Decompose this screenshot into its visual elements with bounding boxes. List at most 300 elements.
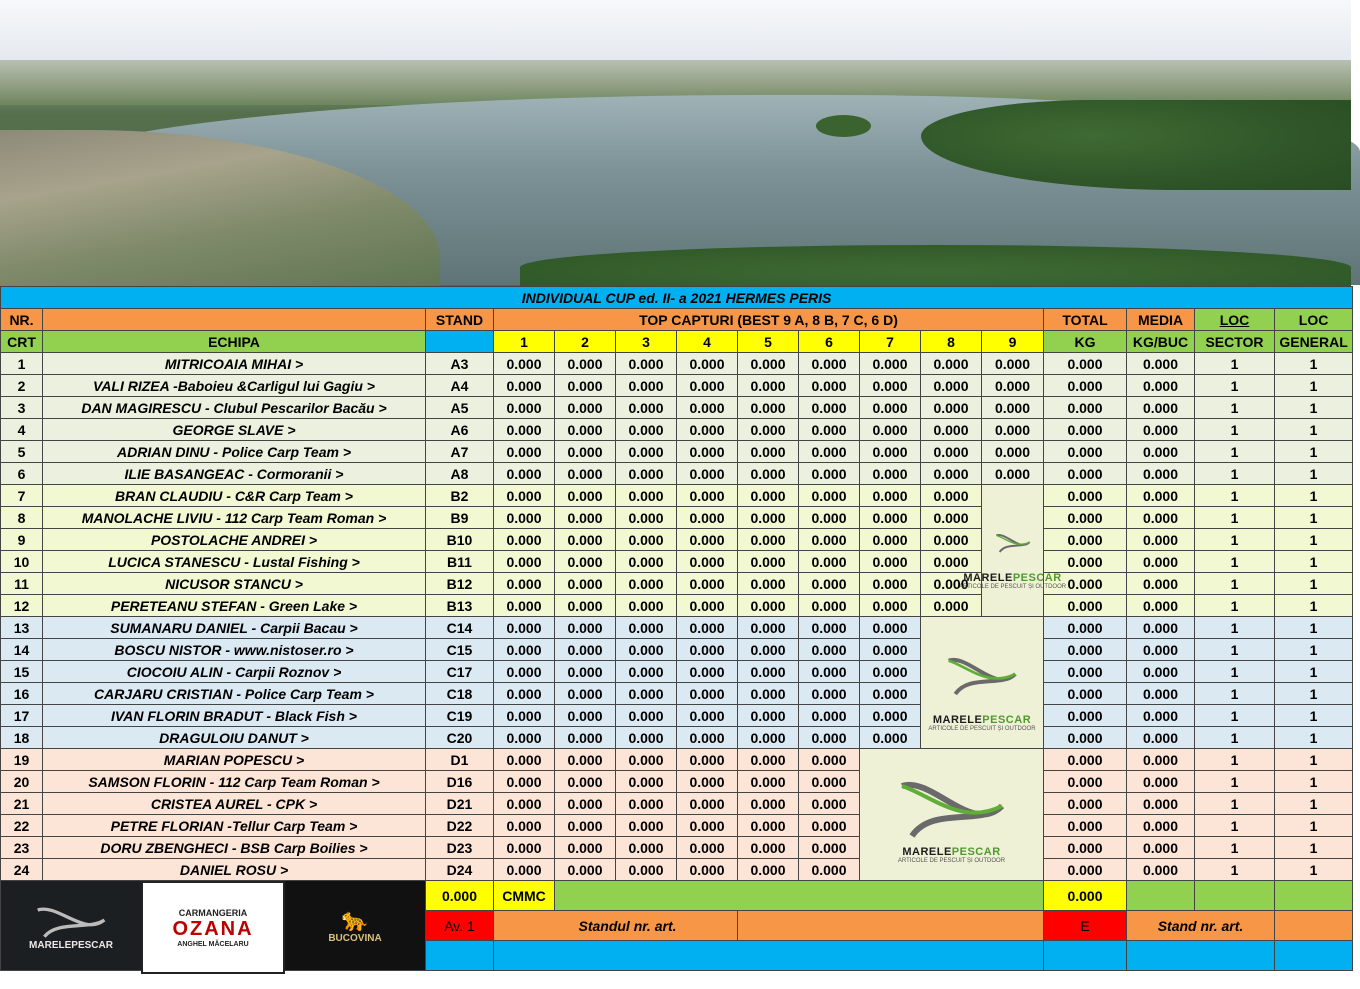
catch-value: 0.000 bbox=[677, 859, 738, 881]
team-name: DANIEL ROSU > bbox=[43, 859, 426, 881]
team-name: PETRE FLORIAN -Tellur Carp Team > bbox=[43, 815, 426, 837]
catch-value: 0.000 bbox=[799, 617, 860, 639]
catch-value: 0.000 bbox=[921, 397, 982, 419]
catch-value: 0.000 bbox=[677, 397, 738, 419]
catch-value: 0.000 bbox=[616, 375, 677, 397]
total-kg: 0.000 bbox=[1044, 529, 1127, 551]
loc-sector: 1 bbox=[1195, 793, 1275, 815]
row-number: 21 bbox=[1, 793, 43, 815]
media-kg: 0.000 bbox=[1127, 573, 1195, 595]
catch-value: 0.000 bbox=[799, 815, 860, 837]
total-kg: 0.000 bbox=[1044, 815, 1127, 837]
catch-value: 0.000 bbox=[799, 463, 860, 485]
loc-sector: 1 bbox=[1195, 617, 1275, 639]
loc-sector: 1 bbox=[1195, 771, 1275, 793]
team-name: POSTOLACHE ANDREI > bbox=[43, 529, 426, 551]
loc-sector: 1 bbox=[1195, 661, 1275, 683]
loc-sector: 1 bbox=[1195, 727, 1275, 749]
catch-value: 0.000 bbox=[799, 661, 860, 683]
col-7-header: 7 bbox=[860, 331, 921, 353]
catch-value: 0.000 bbox=[799, 507, 860, 529]
stand-nr-label: Stand nr. art. bbox=[1127, 911, 1275, 941]
fish-icon bbox=[942, 634, 1022, 714]
row-number: 23 bbox=[1, 837, 43, 859]
catch-value: 0.000 bbox=[616, 441, 677, 463]
catch-value: 0.000 bbox=[555, 353, 616, 375]
catch-value: 0.000 bbox=[494, 661, 555, 683]
row-number: 10 bbox=[1, 551, 43, 573]
table-row bbox=[1, 529, 1353, 551]
catch-value: 0.000 bbox=[738, 661, 799, 683]
catch-value: 0.000 bbox=[921, 595, 982, 617]
media-kg: 0.000 bbox=[1127, 815, 1195, 837]
total-kg: 0.000 bbox=[1044, 617, 1127, 639]
catch-value: 0.000 bbox=[738, 529, 799, 551]
team-name: ADRIAN DINU - Police Carp Team > bbox=[43, 441, 426, 463]
stand-code: D1 bbox=[426, 749, 494, 771]
catch-value: 0.000 bbox=[677, 441, 738, 463]
catch-value: 0.000 bbox=[555, 771, 616, 793]
loc-sector-header: LOC bbox=[1195, 309, 1275, 331]
catch-value: 0.000 bbox=[616, 485, 677, 507]
catch-value: 0.000 bbox=[738, 551, 799, 573]
catch-value: 0.000 bbox=[738, 573, 799, 595]
catch-value: 0.000 bbox=[860, 595, 921, 617]
catch-value: 0.000 bbox=[616, 419, 677, 441]
catch-value: 0.000 bbox=[738, 441, 799, 463]
col-4-header: 4 bbox=[677, 331, 738, 353]
catch-value: 0.000 bbox=[860, 463, 921, 485]
loc-general: 1 bbox=[1275, 793, 1353, 815]
loc-general: 1 bbox=[1275, 683, 1353, 705]
stand-code: C15 bbox=[426, 639, 494, 661]
catch-value: 0.000 bbox=[677, 463, 738, 485]
total-kg: 0.000 bbox=[1044, 661, 1127, 683]
total-kg: 0.000 bbox=[1044, 771, 1127, 793]
catch-value: 0.000 bbox=[494, 551, 555, 573]
table-row bbox=[1, 353, 1353, 375]
loc-sector: 1 bbox=[1195, 551, 1275, 573]
media-kg: 0.000 bbox=[1127, 705, 1195, 727]
catch-value: 0.000 bbox=[799, 705, 860, 727]
catch-value: 0.000 bbox=[555, 529, 616, 551]
total-kg: 0.000 bbox=[1044, 507, 1127, 529]
footer-value-2: 0.000 bbox=[1044, 881, 1127, 911]
team-name: PERETEANU STEFAN - Green Lake > bbox=[43, 595, 426, 617]
catch-value: 0.000 bbox=[616, 749, 677, 771]
catch-value: 0.000 bbox=[677, 683, 738, 705]
catch-value: 0.000 bbox=[738, 837, 799, 859]
top-catches-header: TOP CAPTURI (BEST 9 A, 8 B, 7 C, 6 D) bbox=[494, 309, 1044, 331]
catch-value: 0.000 bbox=[616, 397, 677, 419]
loc-general-header: LOC bbox=[1275, 309, 1353, 331]
catch-value: 0.000 bbox=[494, 507, 555, 529]
row-number: 8 bbox=[1, 507, 43, 529]
catch-value: 0.000 bbox=[677, 617, 738, 639]
e-label: E bbox=[1044, 911, 1127, 941]
fish-icon bbox=[892, 766, 1012, 846]
stand-code: D24 bbox=[426, 859, 494, 881]
media-kg: 0.000 bbox=[1127, 617, 1195, 639]
ozana-sponsor-logo: CARMANGERIA OZANA ANGHEL MĂCELARU bbox=[141, 881, 285, 974]
catch-value: 0.000 bbox=[616, 793, 677, 815]
catch-value: 0.000 bbox=[860, 375, 921, 397]
catch-value: 0.000 bbox=[860, 617, 921, 639]
team-name: LUCICA STANESCU - Lustal Fishing > bbox=[43, 551, 426, 573]
catch-value: 0.000 bbox=[555, 397, 616, 419]
catch-value: 0.000 bbox=[860, 485, 921, 507]
stand-code: B11 bbox=[426, 551, 494, 573]
total-header: TOTAL bbox=[1044, 309, 1127, 331]
loc-general: 1 bbox=[1275, 705, 1353, 727]
fish-icon bbox=[26, 900, 116, 940]
marelepescar-logo: MARELEPESCAR ARTICOLE DE PESCUIT ȘI OUTDOOR bbox=[921, 617, 1044, 749]
catch-value: 0.000 bbox=[494, 793, 555, 815]
catch-value: 0.000 bbox=[555, 419, 616, 441]
catch-value: 0.000 bbox=[738, 595, 799, 617]
row-number: 17 bbox=[1, 705, 43, 727]
media-kg: 0.000 bbox=[1127, 463, 1195, 485]
catch-value: 0.000 bbox=[860, 661, 921, 683]
table-row bbox=[1, 815, 1353, 837]
catch-value: 0.000 bbox=[677, 507, 738, 529]
stand-code: D23 bbox=[426, 837, 494, 859]
total-kg: 0.000 bbox=[1044, 793, 1127, 815]
catch-value: 0.000 bbox=[494, 485, 555, 507]
catch-value: 0.000 bbox=[860, 441, 921, 463]
loc-sector: 1 bbox=[1195, 485, 1275, 507]
table-row bbox=[1, 441, 1353, 463]
team-name: BOSCU NISTOR - www.nistoser.ro > bbox=[43, 639, 426, 661]
catch-value: 0.000 bbox=[677, 485, 738, 507]
catch-value: 0.000 bbox=[494, 397, 555, 419]
team-name: SAMSON FLORIN - 112 Carp Team Roman > bbox=[43, 771, 426, 793]
loc-general: 1 bbox=[1275, 529, 1353, 551]
catch-value: 0.000 bbox=[616, 353, 677, 375]
catch-value: 0.000 bbox=[555, 683, 616, 705]
table-row bbox=[1, 419, 1353, 441]
catch-value: 0.000 bbox=[738, 463, 799, 485]
stand-code: A8 bbox=[426, 463, 494, 485]
loc-general: 1 bbox=[1275, 837, 1353, 859]
catch-value: 0.000 bbox=[677, 727, 738, 749]
stand-code: A6 bbox=[426, 419, 494, 441]
row-number: 16 bbox=[1, 683, 43, 705]
table-row bbox=[1, 375, 1353, 397]
media-kg: 0.000 bbox=[1127, 419, 1195, 441]
catch-value: 0.000 bbox=[860, 727, 921, 749]
loc-sector: 1 bbox=[1195, 573, 1275, 595]
catch-value: 0.000 bbox=[555, 705, 616, 727]
crt-header: CRT bbox=[1, 331, 43, 353]
table-row bbox=[1, 683, 1353, 705]
total-kg: 0.000 bbox=[1044, 595, 1127, 617]
catch-value: 0.000 bbox=[738, 749, 799, 771]
catch-value: 0.000 bbox=[616, 507, 677, 529]
table-row bbox=[1, 507, 1353, 529]
catch-value: 0.000 bbox=[494, 529, 555, 551]
catch-value: 0.000 bbox=[494, 419, 555, 441]
table-row bbox=[1, 595, 1353, 617]
team-name: SUMANARU DANIEL - Carpii Bacau > bbox=[43, 617, 426, 639]
col-2-header: 2 bbox=[555, 331, 616, 353]
loc-general: 1 bbox=[1275, 749, 1353, 771]
catch-value: 0.000 bbox=[738, 397, 799, 419]
team-name: IVAN FLORIN BRADUT - Black Fish > bbox=[43, 705, 426, 727]
catch-value: 0.000 bbox=[982, 419, 1044, 441]
catch-value: 0.000 bbox=[494, 595, 555, 617]
catch-value: 0.000 bbox=[738, 375, 799, 397]
catch-value: 0.000 bbox=[494, 573, 555, 595]
catch-value: 0.000 bbox=[494, 749, 555, 771]
media-kg: 0.000 bbox=[1127, 639, 1195, 661]
row-number: 5 bbox=[1, 441, 43, 463]
catch-value: 0.000 bbox=[799, 441, 860, 463]
catch-value: 0.000 bbox=[555, 727, 616, 749]
catch-value: 0.000 bbox=[494, 771, 555, 793]
fish-icon bbox=[993, 512, 1033, 572]
loc-general: 1 bbox=[1275, 771, 1353, 793]
catch-value: 0.000 bbox=[677, 595, 738, 617]
panther-icon: 🐆 bbox=[341, 907, 369, 932]
catch-value: 0.000 bbox=[799, 397, 860, 419]
stand-code: D22 bbox=[426, 815, 494, 837]
catch-value: 0.000 bbox=[494, 441, 555, 463]
team-name: DORU ZBENGHECI - BSB Carp Boilies > bbox=[43, 837, 426, 859]
catch-value: 0.000 bbox=[738, 639, 799, 661]
catch-value: 0.000 bbox=[799, 859, 860, 881]
catch-value: 0.000 bbox=[494, 815, 555, 837]
catch-value: 0.000 bbox=[555, 595, 616, 617]
catch-value: 0.000 bbox=[677, 375, 738, 397]
catch-value: 0.000 bbox=[799, 595, 860, 617]
catch-value: 0.000 bbox=[677, 749, 738, 771]
echipa-header: ECHIPA bbox=[43, 331, 426, 353]
catch-value: 0.000 bbox=[799, 529, 860, 551]
catch-value: 0.000 bbox=[921, 463, 982, 485]
team-name: MARIAN POPESCU > bbox=[43, 749, 426, 771]
lake-photo bbox=[0, 0, 1351, 286]
catch-value: 0.000 bbox=[799, 485, 860, 507]
catch-value: 0.000 bbox=[555, 661, 616, 683]
media-kg: 0.000 bbox=[1127, 793, 1195, 815]
total-kg: 0.000 bbox=[1044, 441, 1127, 463]
catch-value: 0.000 bbox=[738, 859, 799, 881]
loc-sector: 1 bbox=[1195, 705, 1275, 727]
bucovina-sponsor-logo: 🐆 BUCOVINA bbox=[285, 881, 425, 970]
catch-value: 0.000 bbox=[616, 529, 677, 551]
table-row bbox=[1, 749, 1353, 771]
marelepescar-logo: MARELEPESCAR ARTICOLE DE PESCUIT ȘI OUTDOOR bbox=[860, 749, 1044, 881]
loc-sector: 1 bbox=[1195, 441, 1275, 463]
catch-value: 0.000 bbox=[799, 771, 860, 793]
loc-general: 1 bbox=[1275, 397, 1353, 419]
media-kg: 0.000 bbox=[1127, 353, 1195, 375]
catch-value: 0.000 bbox=[921, 507, 982, 529]
catch-value: 0.000 bbox=[738, 727, 799, 749]
catch-value: 0.000 bbox=[555, 507, 616, 529]
catch-value: 0.000 bbox=[738, 617, 799, 639]
catch-value: 0.000 bbox=[921, 485, 982, 507]
media-kg: 0.000 bbox=[1127, 683, 1195, 705]
media-kg: 0.000 bbox=[1127, 507, 1195, 529]
total-kg: 0.000 bbox=[1044, 683, 1127, 705]
loc-general: 1 bbox=[1275, 661, 1353, 683]
catch-value: 0.000 bbox=[616, 837, 677, 859]
stand-code: C14 bbox=[426, 617, 494, 639]
row-number: 13 bbox=[1, 617, 43, 639]
sector-header: SECTOR bbox=[1195, 331, 1275, 353]
kgbuc-header: KG/BUC bbox=[1127, 331, 1195, 353]
catch-value: 0.000 bbox=[555, 551, 616, 573]
catch-value: 0.000 bbox=[555, 463, 616, 485]
row-number: 19 bbox=[1, 749, 43, 771]
media-kg: 0.000 bbox=[1127, 595, 1195, 617]
row-number: 18 bbox=[1, 727, 43, 749]
total-kg: 0.000 bbox=[1044, 353, 1127, 375]
row-number: 3 bbox=[1, 397, 43, 419]
catch-value: 0.000 bbox=[616, 463, 677, 485]
catch-value: 0.000 bbox=[860, 419, 921, 441]
catch-value: 0.000 bbox=[738, 419, 799, 441]
loc-sector: 1 bbox=[1195, 375, 1275, 397]
media-kg: 0.000 bbox=[1127, 397, 1195, 419]
loc-general: 1 bbox=[1275, 595, 1353, 617]
stand-code: A7 bbox=[426, 441, 494, 463]
stand-code: C18 bbox=[426, 683, 494, 705]
stand-code: A4 bbox=[426, 375, 494, 397]
stand-code: B12 bbox=[426, 573, 494, 595]
catch-value: 0.000 bbox=[555, 573, 616, 595]
loc-sector: 1 bbox=[1195, 749, 1275, 771]
catch-value: 0.000 bbox=[738, 793, 799, 815]
catch-value: 0.000 bbox=[738, 815, 799, 837]
catch-value: 0.000 bbox=[921, 441, 982, 463]
loc-general: 1 bbox=[1275, 551, 1353, 573]
catch-value: 0.000 bbox=[555, 859, 616, 881]
catch-value: 0.000 bbox=[982, 441, 1044, 463]
catch-value: 0.000 bbox=[616, 705, 677, 727]
catch-value: 0.000 bbox=[860, 353, 921, 375]
team-name: CRISTEA AUREL - CPK > bbox=[43, 793, 426, 815]
catch-value: 0.000 bbox=[799, 837, 860, 859]
loc-general: 1 bbox=[1275, 463, 1353, 485]
catch-value: 0.000 bbox=[555, 485, 616, 507]
total-kg: 0.000 bbox=[1044, 573, 1127, 595]
catch-value: 0.000 bbox=[616, 661, 677, 683]
catch-value: 0.000 bbox=[860, 507, 921, 529]
row-number: 9 bbox=[1, 529, 43, 551]
row-number: 22 bbox=[1, 815, 43, 837]
team-name: MITRICOAIA MIHAI > bbox=[43, 353, 426, 375]
col-3-header: 3 bbox=[616, 331, 677, 353]
catch-value: 0.000 bbox=[738, 485, 799, 507]
col-1-header: 1 bbox=[494, 331, 555, 353]
loc-general: 1 bbox=[1275, 639, 1353, 661]
row-number: 12 bbox=[1, 595, 43, 617]
catch-value: 0.000 bbox=[860, 551, 921, 573]
col-5-header: 5 bbox=[738, 331, 799, 353]
loc-sector: 1 bbox=[1195, 419, 1275, 441]
catch-value: 0.000 bbox=[616, 683, 677, 705]
page-title: INDIVIDUAL CUP ed. II- a 2021 HERMES PERIS bbox=[1, 287, 1353, 309]
total-kg: 0.000 bbox=[1044, 397, 1127, 419]
stand-code: B9 bbox=[426, 507, 494, 529]
catch-value: 0.000 bbox=[616, 815, 677, 837]
catch-value: 0.000 bbox=[494, 859, 555, 881]
loc-sector: 1 bbox=[1195, 837, 1275, 859]
catch-value: 0.000 bbox=[677, 771, 738, 793]
catch-value: 0.000 bbox=[860, 683, 921, 705]
row-number: 7 bbox=[1, 485, 43, 507]
catch-value: 0.000 bbox=[616, 771, 677, 793]
col-6-header: 6 bbox=[799, 331, 860, 353]
catch-value: 0.000 bbox=[616, 573, 677, 595]
loc-sector: 1 bbox=[1195, 353, 1275, 375]
catch-value: 0.000 bbox=[555, 815, 616, 837]
catch-value: 0.000 bbox=[677, 573, 738, 595]
catch-value: 0.000 bbox=[494, 639, 555, 661]
total-kg: 0.000 bbox=[1044, 837, 1127, 859]
catch-value: 0.000 bbox=[555, 441, 616, 463]
table-row bbox=[1, 463, 1353, 485]
table-row bbox=[1, 639, 1353, 661]
catch-value: 0.000 bbox=[555, 617, 616, 639]
catch-value: 0.000 bbox=[494, 353, 555, 375]
catch-value: 0.000 bbox=[738, 507, 799, 529]
catch-value: 0.000 bbox=[494, 705, 555, 727]
loc-sector: 1 bbox=[1195, 859, 1275, 881]
catch-value: 0.000 bbox=[738, 705, 799, 727]
catch-value: 0.000 bbox=[738, 353, 799, 375]
table-row bbox=[1, 397, 1353, 419]
catch-value: 0.000 bbox=[799, 419, 860, 441]
table-row bbox=[1, 485, 1353, 507]
stand-code: D21 bbox=[426, 793, 494, 815]
row-number: 1 bbox=[1, 353, 43, 375]
catch-value: 0.000 bbox=[494, 617, 555, 639]
footer-value-1: 0.000 bbox=[426, 881, 494, 911]
team-name: CIOCOIU ALIN - Carpii Roznov > bbox=[43, 661, 426, 683]
catch-value: 0.000 bbox=[799, 727, 860, 749]
catch-value: 0.000 bbox=[921, 419, 982, 441]
total-kg: 0.000 bbox=[1044, 551, 1127, 573]
table-row bbox=[1, 705, 1353, 727]
media-kg: 0.000 bbox=[1127, 485, 1195, 507]
loc-general: 1 bbox=[1275, 375, 1353, 397]
loc-general: 1 bbox=[1275, 441, 1353, 463]
loc-sector: 1 bbox=[1195, 639, 1275, 661]
row-number: 14 bbox=[1, 639, 43, 661]
col-8-header: 8 bbox=[921, 331, 982, 353]
catch-value: 0.000 bbox=[616, 551, 677, 573]
media-kg: 0.000 bbox=[1127, 749, 1195, 771]
loc-general: 1 bbox=[1275, 485, 1353, 507]
loc-sector: 1 bbox=[1195, 397, 1275, 419]
total-kg: 0.000 bbox=[1044, 419, 1127, 441]
catch-value: 0.000 bbox=[494, 463, 555, 485]
stand-code: B2 bbox=[426, 485, 494, 507]
marelepescar-logo: MARELEPESCAR ARTICOLE DE PESCUIT ȘI OUTDOOR bbox=[982, 485, 1044, 617]
results-table bbox=[0, 286, 1353, 971]
team-name: NICUSOR STANCU > bbox=[43, 573, 426, 595]
loc-sector: 1 bbox=[1195, 815, 1275, 837]
loc-sector: 1 bbox=[1195, 683, 1275, 705]
loc-sector: 1 bbox=[1195, 595, 1275, 617]
table-row bbox=[1, 793, 1353, 815]
total-kg: 0.000 bbox=[1044, 727, 1127, 749]
general-header: GENERAL bbox=[1275, 331, 1353, 353]
